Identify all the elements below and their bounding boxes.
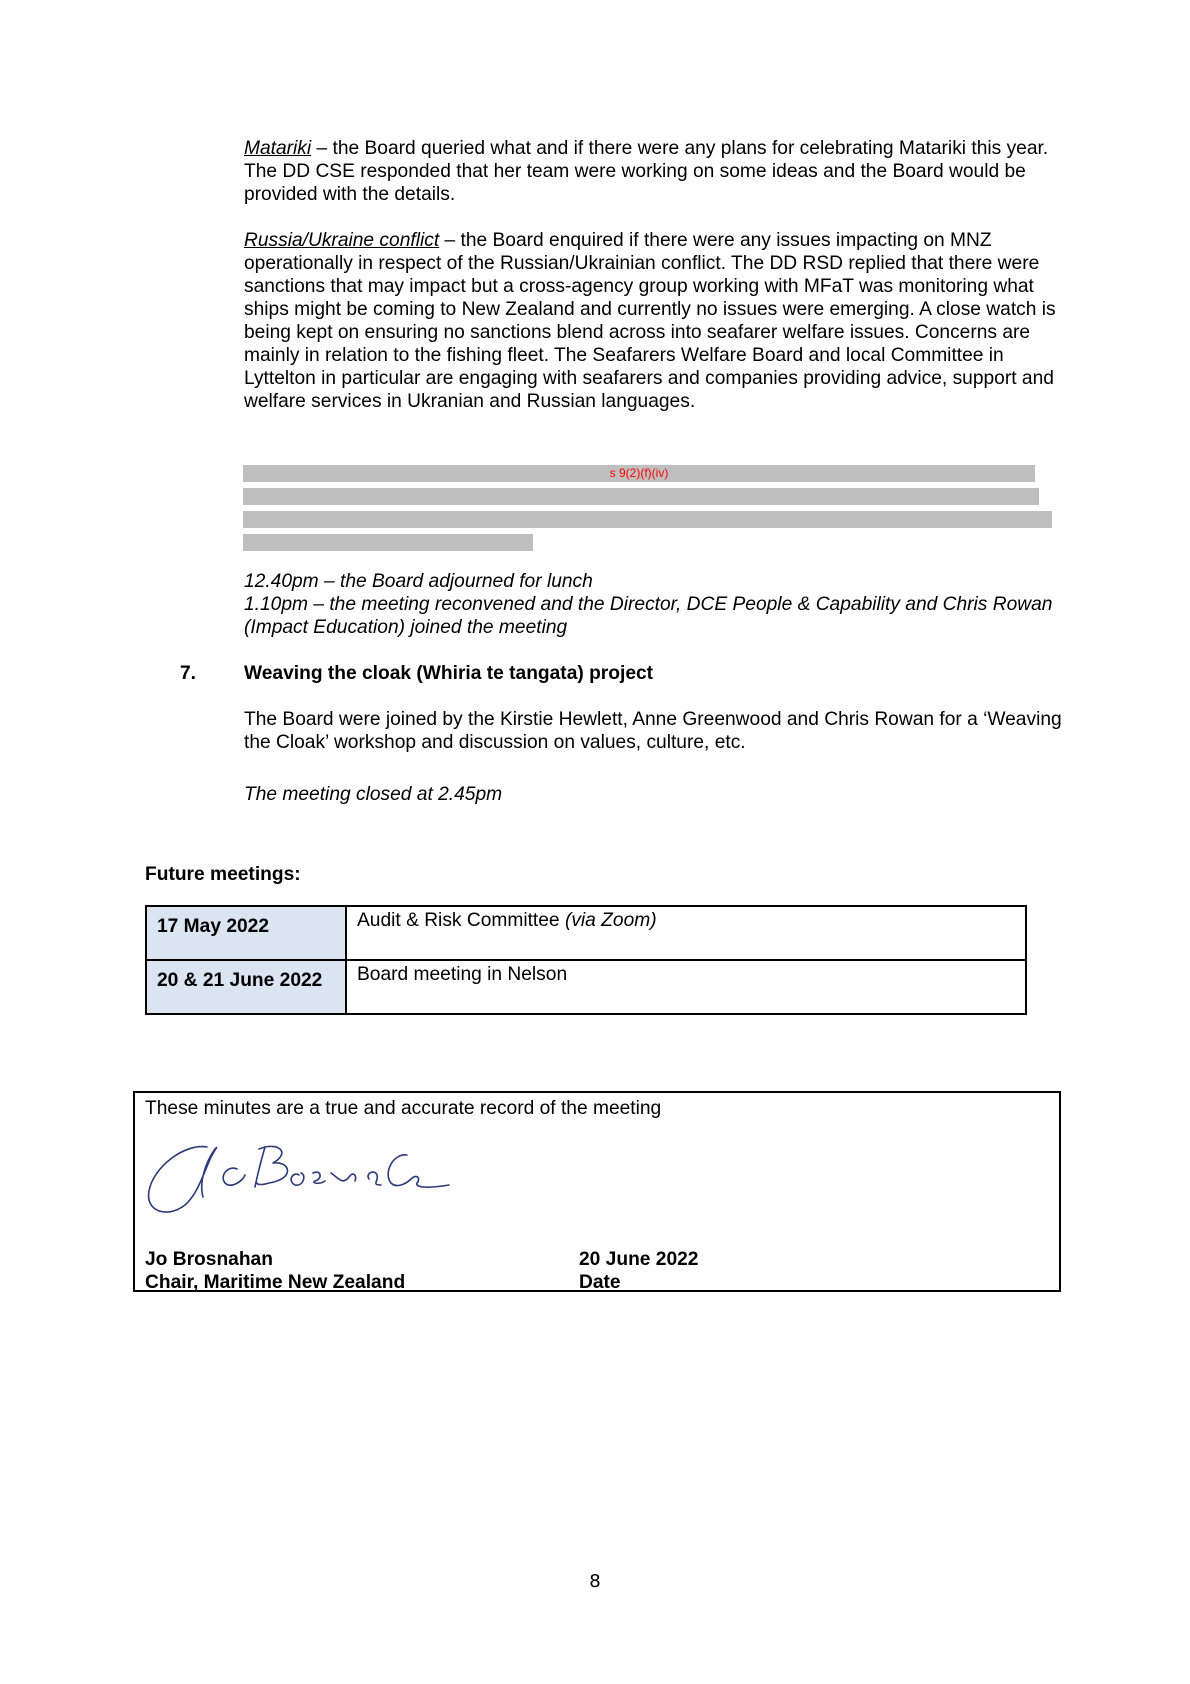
- table-row: [146, 906, 1026, 960]
- signatory-name: Jo Brosnahan: [145, 1249, 273, 1270]
- lunch-line-1: 12.40pm – the Board adjourned for lunch: [244, 571, 593, 592]
- lunch-line-2: 1.10pm – the meeting reconvened and the Director, DCE People & Capability and Chris Rowan (Impact Education) joined the meeting: [244, 594, 1053, 638]
- signatory-role: Chair, Maritime New Zealand: [145, 1272, 406, 1293]
- redaction-bar: [243, 465, 1035, 482]
- matariki-topic: Matariki: [244, 138, 312, 159]
- section-body: The Board were joined by the Kirstie Hewlett, Anne Greenwood and Chris Rowan for a ‘Weaving the Cloak’ workshop and discussion on values, culture, etc.: [244, 709, 1062, 753]
- signoff-statement: These minutes are a true and accurate record of the meeting: [145, 1098, 662, 1119]
- redaction-bar: [243, 488, 1039, 505]
- redaction-code: s 9(2)(f)(iv): [609, 466, 669, 480]
- future-meetings-heading: Future meetings:: [145, 864, 301, 885]
- signatory: [145, 1248, 405, 1294]
- russia-ukraine-text: – the Board enquired if there were any issues impacting on MNZ operationally in respect of the Russian/Ukrainian conflict. The DD RSD replied that there were sanctions that may impact but a cross-agency group working with MFaT was monitoring what ships might be coming to New Zealand and currently no issues were emerging. A close watch is being kept on ensuring no sanctions blend across into seafarer welfare issues. Concerns are mainly in relation to the fishing fleet. The Seafarers Welfare Board and local Committee in Lyttelton in particular are engaging with seafarers and companies providing advice, support and welfare services in Ukranian and Russian languages.: [244, 230, 1056, 412]
- matariki-text: – the Board queried what and if there were any plans for celebrating Matariki this year. The DD CSE responded that her team were working on some ideas and the Board would be provided with the details.: [244, 138, 1049, 205]
- redaction-bar: [243, 534, 533, 551]
- section-number: 7.: [180, 663, 197, 684]
- signoff-date: 20 June 2022: [579, 1249, 699, 1270]
- meeting-desc-text: Audit & Risk Committee: [357, 910, 565, 931]
- meeting-desc-note: (via Zoom): [564, 910, 657, 931]
- table-row: [146, 960, 1026, 1014]
- redaction-bar: [243, 511, 1052, 528]
- meeting-date: 20 & 21 June 2022: [146, 960, 346, 1014]
- signature-image: [145, 1139, 455, 1219]
- lunch-adjourn-note: [244, 570, 1064, 639]
- signoff-date-label: Date: [579, 1272, 621, 1293]
- signoff-date-block: [579, 1248, 698, 1294]
- meeting-description: [346, 906, 1026, 960]
- russia-ukraine-paragraph: [244, 229, 1064, 413]
- russia-ukraine-topic: Russia/Ukraine conflict: [244, 230, 440, 251]
- future-meetings-table: [145, 905, 1027, 1015]
- page-number: 8: [589, 1571, 601, 1592]
- meeting-desc-text: Board meeting in Nelson: [357, 964, 568, 985]
- meeting-closed-note: The meeting closed at 2.45pm: [244, 784, 503, 805]
- matariki-paragraph: [244, 137, 1064, 206]
- meeting-date: 17 May 2022: [146, 906, 346, 960]
- meeting-description: [346, 960, 1026, 1014]
- signoff-box: [133, 1091, 1061, 1292]
- section-title: Weaving the cloak (Whiria te tangata) project: [244, 663, 654, 684]
